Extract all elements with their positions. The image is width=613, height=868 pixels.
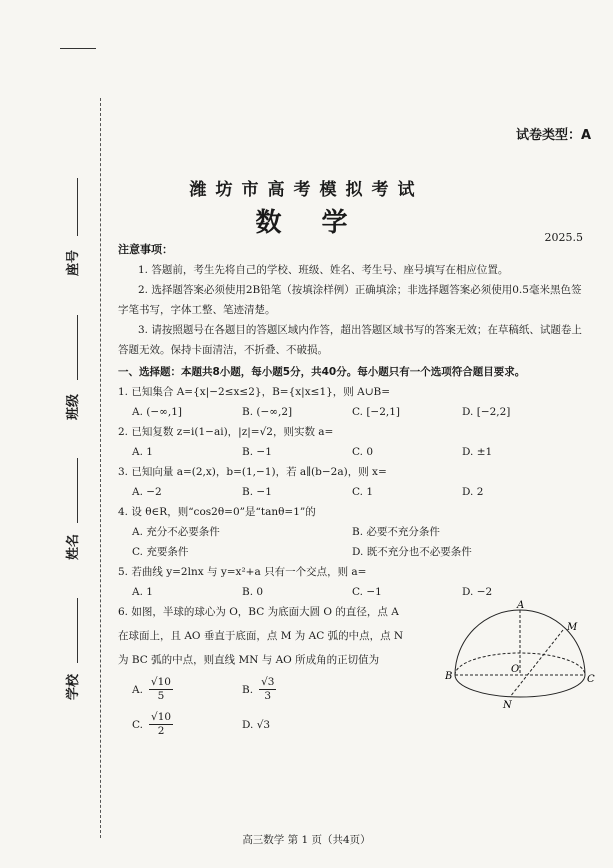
- question-4-options-row2: [118, 542, 588, 562]
- option[interactable]: A. 1: [132, 446, 153, 458]
- top-rule: [60, 48, 96, 49]
- question-4-options-row1: [118, 522, 588, 542]
- class-label: 班级: [66, 393, 81, 420]
- label-c: C: [587, 674, 595, 685]
- name-field-line[interactable]: [77, 458, 78, 523]
- option[interactable]: [132, 711, 242, 738]
- option-label: B.: [242, 683, 254, 696]
- section-heading: 一、选择题：本题共8小题，每小题5分，共40分。每小题只有一个选项符合题目要求。: [118, 366, 526, 378]
- option[interactable]: B. 0: [242, 586, 264, 598]
- question-3-options: [118, 482, 588, 502]
- option[interactable]: D. [−2,2]: [462, 406, 511, 418]
- option[interactable]: A. 1: [132, 586, 153, 598]
- denominator: 2: [157, 725, 165, 737]
- denominator: 5: [157, 690, 165, 702]
- notice-title: 注意事项：: [118, 243, 173, 256]
- numerator: √10: [151, 711, 172, 723]
- question-2-options: [118, 442, 588, 462]
- option[interactable]: D. 2: [462, 486, 484, 498]
- option[interactable]: C. −1: [352, 586, 382, 598]
- paper-type: 试卷类型：A: [515, 128, 591, 143]
- option[interactable]: A. (−∞,1]: [132, 406, 183, 418]
- denominator: 3: [264, 690, 272, 702]
- option[interactable]: [242, 676, 352, 703]
- question-5-stem: 5. 若曲线 y=2lnx 与 y=x²+a 只有一个交点，则 a=: [118, 566, 367, 578]
- option[interactable]: D. √3: [242, 718, 271, 731]
- question-3-stem: 3. 已知向量 a=(2,x)，b=(1,−1)，若 a∥(b−2a)，则 x=: [118, 466, 387, 478]
- notice-item-3: 3. 请按照题号在各题目的答题区域内作答，超出答题区域书写的答案无效；在草稿纸、试题卷上答题无效。保持卡面清洁，不折叠、不破损。: [118, 324, 582, 356]
- fraction: [149, 711, 173, 738]
- option[interactable]: B. 必要不充分条件: [352, 526, 440, 538]
- notice-item-2: 2. 选择题答案必须使用2B铅笔（按填涂样例）正确填涂；非选择题答案必须使用0.5毫米黑色签字笔书写，字体工整、笔迹清楚。: [118, 284, 582, 316]
- label-n: N: [503, 700, 512, 710]
- option[interactable]: A. −2: [132, 486, 162, 498]
- name-label: 姓名: [66, 533, 81, 560]
- option[interactable]: C. [−2,1]: [352, 406, 401, 418]
- question-2-stem: 2. 已知复数 z=i(1−ai)，|z|=√2，则实数 a=: [118, 426, 334, 438]
- base-front-arc: [455, 675, 585, 697]
- subject-title: 数学: [255, 208, 388, 238]
- numerator: √3: [261, 676, 275, 688]
- question-4-stem: 4. 设 θ∈R，则“cos2θ=0”是“tanθ=1”的: [118, 506, 316, 518]
- exam-title: 潍坊市高考模拟考试: [189, 180, 424, 200]
- fraction: [259, 676, 276, 703]
- exam-date: 2025.5: [544, 231, 583, 244]
- option[interactable]: B. (−∞,2]: [242, 406, 293, 418]
- label-a: A: [517, 600, 525, 611]
- question-6-stem-line2: 在球面上，且 AO 垂直于底面，点 M 为 AC 弧的中点，点 N: [118, 630, 404, 642]
- label-m: M: [567, 622, 578, 633]
- option-label: A.: [132, 683, 143, 696]
- option-label: C.: [132, 718, 143, 731]
- option[interactable]: C. 充要条件: [132, 546, 189, 558]
- question-6-stem-line3: 为 BC 弧的中点，则直线 MN 与 AO 所成角的正切值为: [118, 654, 380, 666]
- question-6-options-row1: [118, 676, 438, 703]
- option[interactable]: [132, 676, 242, 703]
- option[interactable]: D. −2: [462, 586, 493, 598]
- numerator: √10: [150, 676, 171, 688]
- notice-item-1: 1. 答题前，考生先将自己的学校、班级、姓名、考生号、座号填写在相应位置。: [138, 264, 509, 276]
- seat-label: 座号: [66, 249, 81, 276]
- question-6-stem-line1: 6. 如图，半球的球心为 O，BC 为底面大圆 O 的直径，点 A: [118, 606, 399, 618]
- label-b: B: [445, 671, 453, 682]
- question-1-options: [118, 402, 588, 422]
- school-field-line[interactable]: [77, 598, 78, 663]
- page-footer: 高三数学 第 1 页（共4页）: [242, 834, 371, 846]
- question-6-options-row2: [118, 711, 438, 738]
- question-6: [118, 602, 438, 738]
- option[interactable]: C. 0: [352, 446, 374, 458]
- label-o: O: [511, 664, 520, 675]
- option[interactable]: C. 1: [352, 486, 374, 498]
- question-5-options: [118, 582, 588, 602]
- option[interactable]: D. ±1: [462, 446, 493, 458]
- option[interactable]: D. 既不充分也不必要条件: [352, 546, 472, 558]
- class-field-line[interactable]: [77, 315, 78, 380]
- hemisphere-figure: [445, 600, 595, 710]
- school-label: 学校: [66, 673, 81, 700]
- option[interactable]: B. −1: [242, 446, 272, 458]
- fraction: [149, 676, 173, 703]
- question-1-stem: 1. 已知集合 A={x|−2≤x≤2}，B={x|x≤1}，则 A∪B=: [118, 386, 391, 398]
- option[interactable]: A. 充分不必要条件: [132, 526, 220, 538]
- option[interactable]: B. −1: [242, 486, 272, 498]
